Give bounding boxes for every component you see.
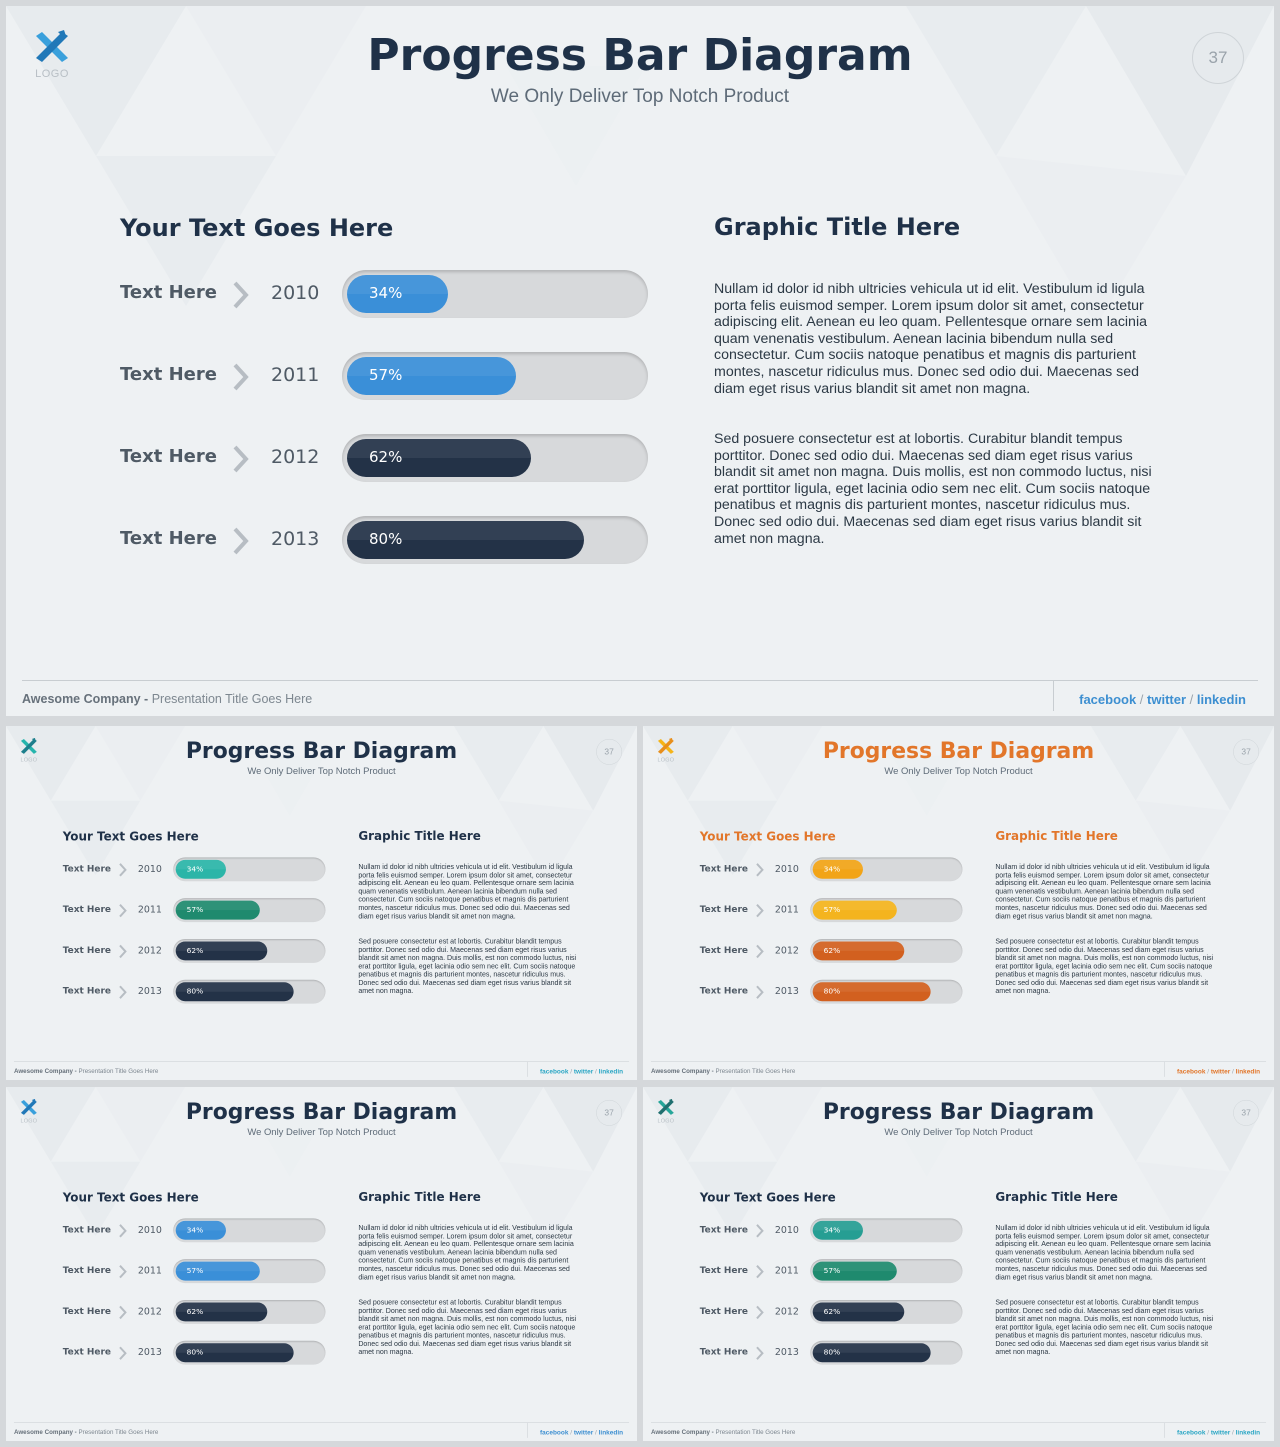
- footer-company: Awesome Company -: [22, 692, 149, 706]
- facebook-link[interactable]: facebook: [1177, 1067, 1206, 1075]
- progress-fill: [176, 941, 268, 960]
- progress-label: 62%: [186, 1306, 204, 1316]
- row-year: 2013: [774, 985, 799, 997]
- footer-left: [14, 1067, 158, 1074]
- progress-fill: [176, 1221, 226, 1240]
- slide-main: [6, 6, 1274, 716]
- footer-social: [533, 1067, 623, 1074]
- row-year: 2012: [774, 944, 799, 956]
- social-separator: /: [1205, 1067, 1211, 1075]
- progress-fill: [176, 1262, 260, 1281]
- footer-left: [22, 692, 312, 706]
- progress-track: [810, 939, 962, 963]
- footer-social: [533, 1428, 623, 1435]
- linkedin-link[interactable]: linkedin: [1235, 1428, 1261, 1436]
- social-separator: /: [1186, 692, 1197, 707]
- row-year: 2011: [774, 1265, 799, 1277]
- row-label: Text Here: [62, 863, 111, 874]
- right-heading: Graphic Title Here: [714, 213, 961, 241]
- progress-track: [810, 980, 962, 1004]
- body-paragraph-1: Nullam id dolor id nibh ultricies vehicula ut id elit. Vestibulum id ligula porta felis euismod semper. Lorem ipsum dolor sit amet, consectetur adipiscing elit. Aenean eu leo quam. Pellentesque ornare sem lacinia quam venenatis vestibulum. Aenean lacinia bibendum nulla sed consectetur. Cum sociis natoque penatibus et magnis dis parturient montes, nascetur ridiculus mus. Donec sed odio dui. Maecenas sed diam eget risus varius blandit sit amet non magna.: [995, 862, 1211, 921]
- body-paragraph-1: Nullam id dolor id nibh ultricies vehicula ut id elit. Vestibulum id ligula porta felis euismod semper. Lorem ipsum dolor sit amet, consectetur adipiscing elit. Aenean eu leo quam. Pellentesque ornare sem lacinia quam venenatis vestibulum. Aenean lacinia bibendum nulla sed consectetur. Cum sociis natoque penatibus et magnis dis parturient montes, nascetur ridiculus mus. Donec sed odio dui. Maecenas sed diam eget risus varius blandit sit amet non magna.: [995, 1223, 1211, 1282]
- progress-track: [173, 980, 325, 1004]
- row-label: Text Here: [699, 985, 748, 997]
- row-label: Text Here: [120, 282, 217, 303]
- row-year: 2010: [271, 282, 320, 304]
- progress-track: [810, 1259, 962, 1283]
- twitter-link[interactable]: twitter: [1210, 1428, 1231, 1436]
- right-heading: Graphic Title Here: [358, 829, 481, 843]
- progress-track: [173, 1259, 325, 1283]
- slide-thumbnail-blue[interactable]: [6, 1087, 637, 1441]
- progress-row: [643, 897, 971, 925]
- progress-row: [6, 1217, 334, 1245]
- linkedin-link[interactable]: linkedin: [598, 1428, 624, 1436]
- progress-track: [173, 857, 325, 881]
- logo-text: LOGO: [35, 68, 69, 80]
- footer-social: [1066, 692, 1246, 707]
- progress-fill: [176, 901, 260, 920]
- row-label: Text Here: [699, 1224, 748, 1235]
- left-heading: Your Text Goes Here: [120, 214, 394, 242]
- slide-thumbnail-teal[interactable]: [6, 726, 637, 1080]
- progress-track: [810, 857, 962, 881]
- footer-presentation: Presentation Title Goes Here: [715, 1428, 796, 1436]
- row-year: 2010: [137, 1224, 162, 1236]
- chevron-right-icon: [117, 1346, 127, 1361]
- row-year: 2013: [774, 1346, 799, 1358]
- slide-content: [643, 1087, 1274, 1440]
- body-paragraph-2: Sed posuere consectetur est at lobortis. Curabitur blandit tempus porttitor. Donec sed odio dui. Maecenas sed diam eget risus varius blandit sit amet non magna. Duis mollis, est non commodo luctus, nisi erat porttitor ligula, eget lacinia odio sem nec elit. Cum sociis natoque penatibus et magnis dis parturient montes, nascetur ridiculus mus. Donec sed odio dui. Maecenas sed diam eget risus varius blandit sit amet non magna.: [714, 431, 1152, 547]
- chevron-right-icon: [230, 444, 250, 474]
- row-label: Text Here: [62, 1305, 111, 1317]
- footer-company: Awesome Company -: [650, 1067, 714, 1075]
- body-paragraph-2: Sed posuere consectetur est at lobortis. Curabitur blandit tempus porttitor. Donec sed odio dui. Maecenas sed diam eget risus varius blandit sit amet non magna. Duis mollis, est non commodo luctus, nisi erat porttitor ligula, eget lacinia odio sem nec elit. Cum sociis natoque penatibus et magnis dis parturient montes, nascetur ridiculus mus. Donec sed odio dui. Maecenas sed diam eget risus varius blandit sit amet non magna.: [358, 1298, 577, 1357]
- progress-track: [173, 1218, 325, 1242]
- progress-fill: [347, 521, 584, 559]
- progress-label: 57%: [823, 1266, 841, 1276]
- progress-row: [643, 1299, 971, 1327]
- row-year: 2012: [271, 446, 320, 468]
- progress-track: [342, 270, 648, 318]
- progress-label: 34%: [369, 284, 403, 302]
- progress-row: [6, 856, 334, 884]
- slide-subtitle: We Only Deliver Top Notch Product: [247, 1126, 396, 1138]
- slide-content: [6, 1087, 637, 1440]
- progress-fill: [176, 982, 294, 1001]
- progress-row: [6, 979, 334, 1007]
- footer-presentation: Presentation Title Goes Here: [78, 1428, 159, 1436]
- progress-label: 57%: [369, 366, 403, 384]
- chevron-right-icon: [754, 903, 764, 918]
- logo-text: LOGO: [657, 756, 675, 763]
- linkedin-link[interactable]: linkedin: [598, 1067, 624, 1075]
- row-year: 2013: [271, 528, 320, 550]
- row-label: Text Here: [120, 528, 217, 549]
- progress-fill: [347, 275, 448, 313]
- facebook-link[interactable]: facebook: [1177, 1428, 1206, 1436]
- body-paragraph-2: Sed posuere consectetur est at lobortis. Curabitur blandit tempus porttitor. Donec sed odio dui. Maecenas sed diam eget risus varius blandit sit amet non magna. Duis mollis, est non commodo luctus, nisi erat porttitor ligula, eget lacinia odio sem nec elit. Cum sociis natoque penatibus et magnis dis parturient montes, nascetur ridiculus mus. Donec sed odio dui. Maecenas sed diam eget risus varius blandit sit amet non magna.: [995, 1298, 1214, 1357]
- progress-label: 62%: [823, 1306, 841, 1316]
- body-paragraph-2: Sed posuere consectetur est at lobortis. Curabitur blandit tempus porttitor. Donec sed odio dui. Maecenas sed diam eget risus varius blandit sit amet non magna. Duis mollis, est non commodo luctus, nisi erat porttitor ligula, eget lacinia odio sem nec elit. Cum sociis natoque penatibus et magnis dis parturient montes, nascetur ridiculus mus. Donec sed odio dui. Maecenas sed diam eget risus varius blandit sit amet non magna.: [995, 937, 1214, 996]
- progress-fill: [813, 982, 931, 1001]
- slide-subtitle: We Only Deliver Top Notch Product: [884, 1126, 1033, 1138]
- progress-label: 80%: [823, 986, 841, 996]
- row-label: Text Here: [62, 985, 111, 997]
- row-year: 2010: [774, 1224, 799, 1236]
- facebook-link[interactable]: facebook: [540, 1067, 569, 1075]
- slide-title: Progress Bar Diagram: [185, 1098, 458, 1125]
- row-label: Text Here: [699, 904, 748, 915]
- row-label: Text Here: [62, 1346, 111, 1358]
- footer-social: [1170, 1067, 1260, 1074]
- row-label: Text Here: [62, 1265, 111, 1276]
- slide-title: Progress Bar Diagram: [185, 737, 458, 764]
- progress-row: [6, 1299, 334, 1327]
- progress-fill: [176, 860, 226, 879]
- footer-vertical-divider: [1053, 681, 1054, 711]
- progress-row: [6, 938, 334, 966]
- row-label: Text Here: [62, 1224, 111, 1235]
- progress-label: 62%: [823, 945, 841, 955]
- progress-fill: [347, 357, 516, 395]
- row-year: 2013: [137, 985, 162, 997]
- progress-fill: [813, 1343, 931, 1362]
- progress-track: [342, 434, 648, 482]
- slide-subtitle: We Only Deliver Top Notch Product: [490, 86, 790, 107]
- row-year: 2013: [137, 1346, 162, 1358]
- social-separator: /: [593, 1067, 599, 1075]
- progress-row: [6, 268, 666, 324]
- progress-row: [643, 1217, 971, 1245]
- row-year: 2011: [137, 1265, 162, 1277]
- slide-subtitle: We Only Deliver Top Notch Product: [884, 765, 1033, 777]
- footer-presentation: Presentation Title Goes Here: [715, 1067, 796, 1075]
- row-label: Text Here: [699, 944, 748, 956]
- progress-label: 34%: [186, 1225, 204, 1235]
- chevron-right-icon: [754, 985, 764, 1000]
- body-paragraph-1: Nullam id dolor id nibh ultricies vehicula ut id elit. Vestibulum id ligula porta felis euismod semper. Lorem ipsum dolor sit amet, consectetur adipiscing elit. Aenean eu leo quam. Pellentesque ornare sem lacinia quam venenatis vestibulum. Aenean lacinia bibendum nulla sed consectetur. Cum sociis natoque penatibus et magnis dis parturient montes, nascetur ridiculus mus. Donec sed odio dui. Maecenas sed diam eget risus varius blandit sit amet non magna.: [358, 862, 574, 921]
- chevron-right-icon: [117, 944, 127, 959]
- chevron-right-icon: [117, 903, 127, 918]
- progress-fill: [176, 1302, 268, 1321]
- progress-row: [643, 938, 971, 966]
- page-number: 37: [1233, 1100, 1259, 1126]
- row-year: 2010: [137, 863, 162, 875]
- progress-row: [6, 514, 666, 570]
- chevron-right-icon: [230, 280, 250, 310]
- facebook-link[interactable]: facebook: [540, 1428, 569, 1436]
- progress-label: 57%: [823, 905, 841, 915]
- social-separator: /: [1230, 1428, 1236, 1436]
- social-separator: /: [568, 1428, 574, 1436]
- progress-label: 34%: [823, 1225, 841, 1235]
- progress-track: [342, 516, 648, 564]
- row-label: Text Here: [699, 1346, 748, 1358]
- page-number: 37: [596, 1100, 622, 1126]
- progress-label: 80%: [369, 530, 403, 548]
- chevron-right-icon: [754, 1346, 764, 1361]
- footer-divider-line: [22, 680, 1258, 681]
- chevron-right-icon: [117, 862, 127, 877]
- footer-social: [1170, 1428, 1260, 1435]
- progress-row: [6, 1340, 334, 1368]
- right-heading: Graphic Title Here: [995, 1190, 1118, 1204]
- progress-track: [342, 352, 648, 400]
- right-heading: Graphic Title Here: [358, 1190, 481, 1204]
- chevron-right-icon: [230, 362, 250, 392]
- facebook-link[interactable]: facebook: [1079, 692, 1137, 707]
- linkedin-link[interactable]: linkedin: [1196, 692, 1246, 707]
- progress-row: [643, 1340, 971, 1368]
- progress-fill: [176, 1343, 294, 1362]
- left-heading: Your Text Goes Here: [699, 829, 836, 844]
- progress-row: [6, 432, 666, 488]
- row-label: Text Here: [120, 446, 217, 467]
- progress-label: 80%: [823, 1347, 841, 1357]
- row-label: Text Here: [699, 1265, 748, 1276]
- progress-row: [6, 897, 334, 925]
- progress-label: 80%: [186, 1347, 204, 1357]
- progress-label: 62%: [186, 945, 204, 955]
- progress-track: [173, 1341, 325, 1365]
- row-year: 2010: [774, 863, 799, 875]
- row-year: 2012: [774, 1305, 799, 1317]
- social-separator: /: [568, 1067, 574, 1075]
- progress-row: [643, 1258, 971, 1286]
- social-separator: /: [1230, 1067, 1236, 1075]
- progress-track: [173, 1300, 325, 1324]
- progress-track: [173, 898, 325, 922]
- chevron-right-icon: [117, 1305, 127, 1320]
- chevron-right-icon: [754, 1305, 764, 1320]
- slide-content: [6, 6, 1274, 716]
- row-label: Text Here: [699, 1305, 748, 1317]
- logo-text: LOGO: [20, 756, 38, 763]
- chevron-right-icon: [754, 1264, 764, 1279]
- row-year: 2011: [774, 904, 799, 916]
- progress-label: 34%: [823, 864, 841, 874]
- progress-fill: [813, 1262, 897, 1281]
- logo-text: LOGO: [20, 1117, 38, 1124]
- body-paragraph-1: Nullam id dolor id nibh ultricies vehicula ut id elit. Vestibulum id ligula porta felis euismod semper. Lorem ipsum dolor sit amet, consectetur adipiscing elit. Aenean eu leo quam. Pellentesque ornare sem lacinia quam venenatis vestibulum. Aenean lacinia bibendum nulla sed consectetur. Cum sociis natoque penatibus et magnis dis parturient montes, nascetur ridiculus mus. Donec sed odio dui. Maecenas sed diam eget risus varius blandit sit amet non magna.: [714, 281, 1147, 397]
- progress-label: 57%: [186, 1266, 204, 1276]
- footer-left: [651, 1428, 795, 1435]
- footer-left: [14, 1428, 158, 1435]
- row-label: Text Here: [699, 863, 748, 874]
- progress-track: [810, 898, 962, 922]
- body-paragraph-2: Sed posuere consectetur est at lobortis. Curabitur blandit tempus porttitor. Donec sed odio dui. Maecenas sed diam eget risus varius blandit sit amet non magna. Duis mollis, est non commodo luctus, nisi erat porttitor ligula, eget lacinia odio sem nec elit. Cum sociis natoque penatibus et magnis dis parturient montes, nascetur ridiculus mus. Donec sed odio dui. Maecenas sed diam eget risus varius blandit sit amet non magna.: [358, 937, 577, 996]
- progress-fill: [813, 941, 905, 960]
- progress-track: [173, 939, 325, 963]
- left-heading: Your Text Goes Here: [62, 829, 199, 844]
- progress-row: [643, 856, 971, 884]
- progress-row: [643, 979, 971, 1007]
- page-number: 37: [1233, 739, 1259, 765]
- left-heading: Your Text Goes Here: [62, 1190, 199, 1205]
- social-separator: /: [593, 1428, 599, 1436]
- progress-track: [810, 1341, 962, 1365]
- progress-label: 34%: [186, 864, 204, 874]
- footer-company: Awesome Company -: [13, 1067, 77, 1075]
- progress-row: [6, 350, 666, 406]
- twitter-link[interactable]: twitter: [1147, 692, 1187, 707]
- footer-company: Awesome Company -: [13, 1428, 77, 1436]
- chevron-right-icon: [117, 985, 127, 1000]
- twitter-link[interactable]: twitter: [573, 1067, 594, 1075]
- slide-thumbnail-orange[interactable]: [643, 726, 1274, 1080]
- slide-subtitle: We Only Deliver Top Notch Product: [247, 765, 396, 777]
- page-number: 37: [1192, 32, 1244, 84]
- progress-track: [810, 1300, 962, 1324]
- footer-company: Awesome Company -: [650, 1428, 714, 1436]
- row-label: Text Here: [120, 364, 217, 385]
- footer-presentation: Presentation Title Goes Here: [151, 692, 313, 706]
- slide-thumbnail-green[interactable]: [643, 1087, 1274, 1441]
- row-label: Text Here: [62, 944, 111, 956]
- row-year: 2012: [137, 1305, 162, 1317]
- twitter-link[interactable]: twitter: [1210, 1067, 1231, 1075]
- progress-label: 57%: [186, 905, 204, 915]
- left-heading: Your Text Goes Here: [699, 1190, 836, 1205]
- slide-title: Progress Bar Diagram: [367, 30, 913, 81]
- row-year: 2011: [271, 364, 320, 386]
- progress-fill: [813, 1302, 905, 1321]
- social-separator: /: [1136, 692, 1148, 707]
- linkedin-link[interactable]: linkedin: [1235, 1067, 1261, 1075]
- slide-content: [643, 726, 1274, 1079]
- chevron-right-icon: [117, 1223, 127, 1238]
- footer-presentation: Presentation Title Goes Here: [78, 1067, 159, 1075]
- chevron-right-icon: [117, 1264, 127, 1279]
- chevron-right-icon: [754, 862, 764, 877]
- body-paragraph-1: Nullam id dolor id nibh ultricies vehicula ut id elit. Vestibulum id ligula porta felis euismod semper. Lorem ipsum dolor sit amet, consectetur adipiscing elit. Aenean eu leo quam. Pellentesque ornare sem lacinia quam venenatis vestibulum. Aenean lacinia bibendum nulla sed consectetur. Cum sociis natoque penatibus et magnis dis parturient montes, nascetur ridiculus mus. Donec sed odio dui. Maecenas sed diam eget risus varius blandit sit amet non magna.: [358, 1223, 574, 1282]
- progress-label: 62%: [369, 448, 403, 466]
- row-year: 2011: [137, 904, 162, 916]
- progress-row: [6, 1258, 334, 1286]
- progress-label: 80%: [186, 986, 204, 996]
- progress-fill: [813, 901, 897, 920]
- chevron-right-icon: [230, 526, 250, 556]
- social-separator: /: [1205, 1428, 1211, 1436]
- footer-left: [651, 1067, 795, 1074]
- slide-content: [6, 726, 637, 1079]
- chevron-right-icon: [754, 1223, 764, 1238]
- row-year: 2012: [137, 944, 162, 956]
- twitter-link[interactable]: twitter: [573, 1428, 594, 1436]
- slide-title: Progress Bar Diagram: [822, 737, 1095, 764]
- progress-fill: [813, 860, 863, 879]
- logo-text: LOGO: [657, 1117, 675, 1124]
- slide-title: Progress Bar Diagram: [822, 1098, 1095, 1125]
- progress-track: [810, 1218, 962, 1242]
- row-label: Text Here: [62, 904, 111, 915]
- progress-fill: [347, 439, 531, 477]
- progress-fill: [813, 1221, 863, 1240]
- chevron-right-icon: [754, 944, 764, 959]
- page-number: 37: [596, 739, 622, 765]
- right-heading: Graphic Title Here: [995, 829, 1118, 843]
